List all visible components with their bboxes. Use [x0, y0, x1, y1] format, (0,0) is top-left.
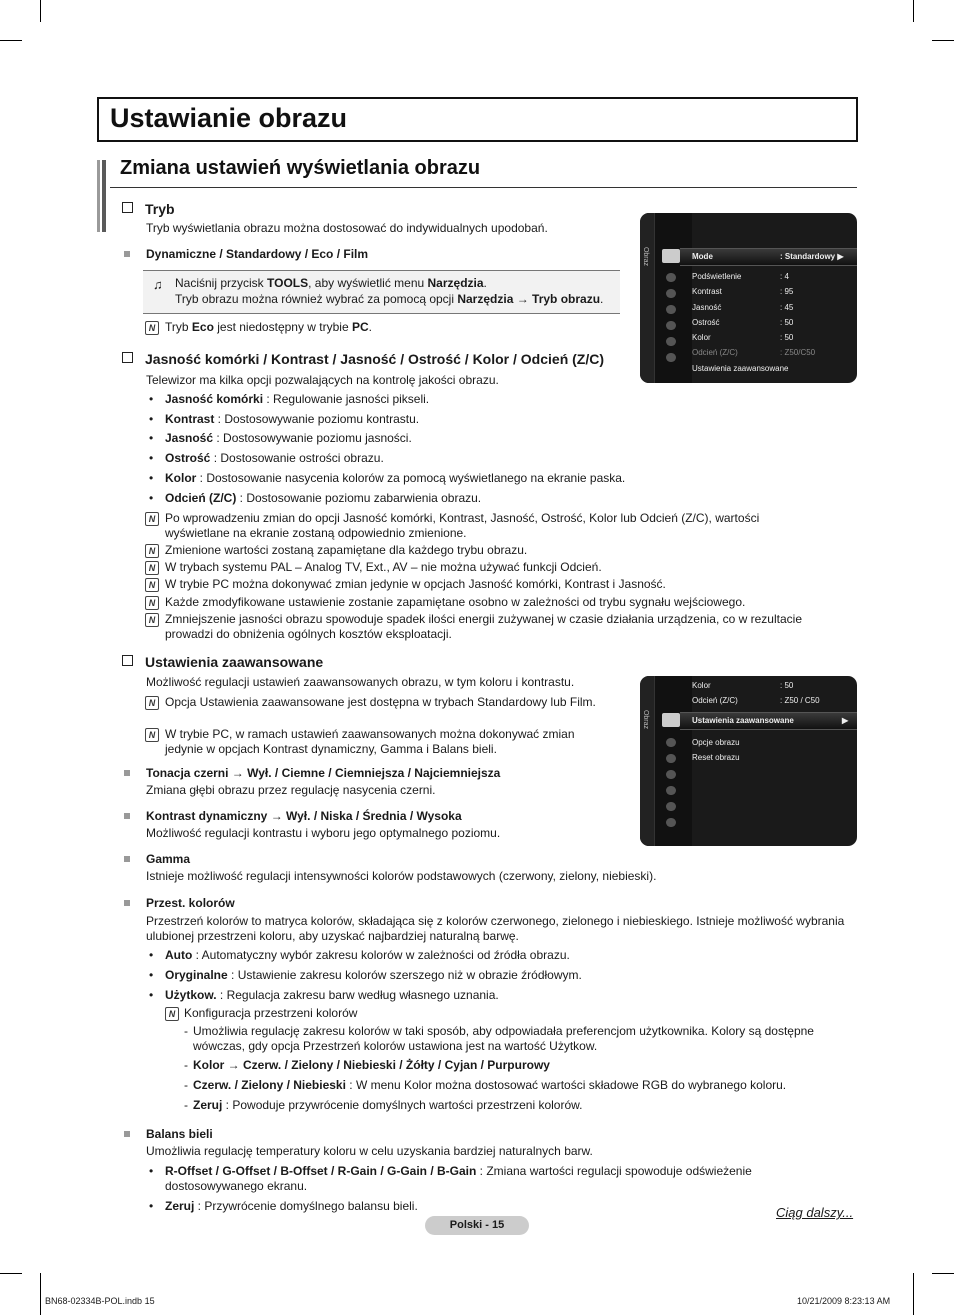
gamma-heading: Gamma: [146, 852, 191, 866]
input-icon: [666, 786, 676, 795]
note-icon: N: [145, 613, 159, 627]
note-icon: N: [145, 596, 159, 610]
channel-icon: [666, 754, 676, 763]
osd-row: Ustawienia zaawansowane: [692, 364, 789, 373]
bullet-item: Oryginalne : Ustawienie zakresu kolorów szerszego niż w obrazie źródłowym.: [165, 968, 582, 982]
bullet-icon: •: [149, 451, 154, 465]
square-bullet-icon: [124, 856, 130, 862]
osd-row: Ustawienia zaawansowane ▶: [692, 716, 849, 725]
tryb-heading: Tryb: [122, 201, 175, 217]
bullet-item: Ostrość : Dostosowanie ostrości obrazu.: [165, 451, 384, 465]
bullet-item: Jasność komórki : Regulowanie jasności pikseli.: [165, 392, 430, 406]
przest-heading: Przest. kolorów: [146, 896, 235, 910]
note-icon: N: [165, 1007, 179, 1021]
bullet-icon: •: [149, 1164, 154, 1178]
jasnosc-desc: Telewizor ma kilka opcji pozwalających na kontrolę jakości obrazu.: [146, 373, 499, 387]
crop-mark: [40, 1273, 41, 1315]
square-bullet-icon: [124, 813, 130, 819]
bullet-item: Auto : Automatyczny wybór zakresu kolorów w zależności od źródła obrazu.: [165, 948, 570, 962]
crop-mark: [932, 1273, 954, 1274]
checkbox-icon: [122, 352, 133, 363]
tryb-note: Tryb Eco jest niedostępny w trybie PC.: [165, 320, 372, 334]
osd-row: Odcień (Z/C) : Z50/C50: [692, 348, 816, 357]
bullet-icon: •: [149, 988, 154, 1002]
note-icon: N: [145, 728, 159, 742]
dash-text: wówczas, gdy opcja Przestrzeń kolorów ustawiona jest na wartość Użytkow.: [193, 1039, 598, 1053]
square-bullet-icon: [124, 900, 130, 906]
osd-row: Reset obrazu: [692, 753, 740, 762]
tonacja-heading: Tonacja czerni → Wył. / Ciemne / Ciemniejsza / Najciemniejsza: [146, 766, 501, 780]
square-bullet-icon: [124, 770, 130, 776]
osd-row: Ostrość : 50: [692, 318, 794, 327]
tools-line-1: Naciśnij przycisk TOOLS, aby wyświetlić menu Narzędzia.: [175, 276, 487, 290]
osd-row: Podświetlenie : 4: [692, 272, 789, 281]
przest-desc-1: Przestrzeń kolorów to matryca kolorów, składająca się z kolorów czerwonego, zielonego i niebieskiego. Istnieje możliwość wybrania: [146, 914, 845, 928]
dash-icon: -: [184, 1058, 188, 1072]
tryb-desc: Tryb wyświetlania obrazu można dostosować do indywidualnych upodobań.: [146, 221, 548, 235]
osd-row: Kolor : 50: [692, 333, 794, 342]
bullet-icon: •: [149, 1199, 154, 1213]
section-bar: [97, 160, 106, 232]
support-icon: [666, 818, 676, 827]
tools-line-2: Tryb obrazu można również wybrać za pomocą opcji Narzędzia → Tryb obrazu.: [175, 292, 604, 306]
crop-mark: [0, 40, 22, 41]
section-title: Zmiana ustawień wyświetlania obrazu: [120, 157, 481, 179]
checkbox-icon: [122, 655, 133, 666]
tools-box: [143, 270, 620, 314]
bullet-item: Odcień (Z/C) : Dostosowanie poziomu zabarwienia obrazu.: [165, 491, 482, 505]
osd-side-tab: Obraz: [640, 213, 655, 383]
sound-icon: [666, 273, 676, 282]
bullet-item: Zeruj : Przywrócenie domyślnego balansu bieli.: [165, 1199, 418, 1213]
osd-row: Mode : Standardowy ▶: [692, 252, 844, 261]
zaaw-desc: Możliwość regulacji ustawień zaawansowanych obrazu, w tym koloru i kontrastu.: [146, 675, 575, 689]
bullet-item: Kontrast : Dostosowywanie poziomu kontrastu.: [165, 412, 420, 426]
continued-link[interactable]: Ciąg dalszy...: [776, 1205, 854, 1220]
bullet-icon: •: [149, 412, 154, 426]
support-icon: [666, 353, 676, 362]
jasnosc-heading: Jasność komórki / Kontrast / Jasność / Ostrość / Kolor / Odcień (Z/C): [122, 351, 604, 367]
osd-row: Odcień (Z/C) : Z50 / C50: [692, 696, 820, 705]
note-text: Po wprowadzeniu zmian do opcji Jasność komórki, Kontrast, Jasność, Ostrość, Kolor lub Odcień (Z/C), wartości wyświetlane na ekranie zostaną odpowiednio zmienione.: [165, 511, 760, 540]
balans-desc: Umożliwia regulację temperatury koloru w celu uzyskania bardziej naturalnych barw.: [146, 1144, 593, 1158]
osd-menu-advanced: [640, 676, 857, 846]
osd-row: Kolor : 50: [692, 681, 794, 690]
note-icon: N: [145, 544, 159, 558]
bullet-item: Kolor : Dostosowanie nasycenia kolorów za pomocą wyświetlanego na ekranie paska.: [165, 471, 626, 485]
note-icon: N: [145, 561, 159, 575]
bullet-icon: •: [149, 948, 154, 962]
page-title: Ustawianie obrazu: [110, 103, 348, 133]
osd-menu-picture: [640, 213, 857, 383]
bullet-icon: •: [149, 968, 154, 982]
osd-row: Kontrast : 95: [692, 287, 794, 296]
tonacja-desc: Zmiana głębi obrazu przez regulację nasycenia czerni.: [146, 783, 436, 797]
note-text: W trybie PC, w ramach ustawień zaawansowanych można dokonywać zmian jedynie w opcjach Kontrast dynamiczny, Gamma i Balans bieli.: [165, 727, 575, 756]
sound-icon: [666, 738, 676, 747]
square-bullet-icon: [124, 1131, 130, 1137]
osd-row: Opcje obrazu: [692, 738, 740, 747]
note-text: Zmniejszenie jasności obrazu spowoduje spadek ilości energii zużywanej w czasie działania urządzenia, co w rezultacie prowadzi do obniżenia ogólnych kosztów eksploatacji.: [165, 612, 802, 641]
setup-icon: [666, 305, 676, 314]
bullet-item: R-Offset / G-Offset / B-Offset / R-Gain / G-Gain / B-Gain : Zmiana wartości regulacji spowoduje odświeżenie: [165, 1164, 752, 1178]
balans-heading: Balans bieli: [146, 1127, 213, 1141]
bullet-icon: •: [149, 491, 154, 505]
kontrast-desc: Możliwość regulacji kontrastu i wyboru jego optymalnego poziomu.: [146, 826, 501, 840]
osd-side-tab: Obraz: [640, 676, 655, 846]
note-text: Opcja Ustawienia zaawansowane jest dostępna w trybach Standardowy lub Film.: [165, 695, 596, 709]
tryb-modes: Dynamiczne / Standardowy / Eco / Film: [146, 247, 369, 261]
picture-icon: [662, 249, 680, 263]
crop-mark: [913, 1273, 914, 1315]
dash-icon: -: [184, 1098, 188, 1112]
file-info: BN68-02334B-POL.indb 15: [45, 1296, 155, 1306]
note-icon: N: [145, 321, 159, 335]
osd-row: Jasność : 45: [692, 303, 794, 312]
note-icon: N: [145, 696, 159, 710]
application-icon: [666, 337, 676, 346]
dash-text: Czerw. / Zielony / Niebieski : W menu Kolor można dostosować wartości składowe RGB do wybranego koloru.: [193, 1078, 787, 1092]
input-icon: [666, 321, 676, 330]
dash-text: Kolor → Czerw. / Zielony / Niebieski / Żółty / Cyjan / Purpurowy: [193, 1058, 550, 1072]
note-icon: N: [145, 578, 159, 592]
channel-icon: [666, 289, 676, 298]
bullet-icon: •: [149, 471, 154, 485]
remote-icon: ♫: [153, 277, 163, 292]
bullet-item-cont: dostosowywanego ekranu.: [165, 1179, 308, 1193]
bullet-icon: •: [149, 392, 154, 406]
crop-mark: [932, 40, 954, 41]
przest-desc-2: ulubionej przestrzeni koloru, aby uzyskać najbardziej naturalną barwę.: [146, 929, 519, 943]
setup-icon: [666, 770, 676, 779]
section-divider: [110, 187, 857, 188]
kontrast-heading: Kontrast dynamiczny → Wył. / Niska / Średnia / Wysoka: [146, 809, 462, 823]
note-icon: N: [145, 512, 159, 526]
square-bullet-icon: [124, 251, 130, 257]
dash-icon: -: [184, 1024, 188, 1038]
crop-mark: [40, 0, 41, 22]
note-text: W trybach systemu PAL – Analog TV, Ext., AV – nie można używać funkcji Odcień.: [165, 560, 602, 574]
zaaw-heading: Ustawienia zaawansowane: [122, 654, 323, 670]
checkbox-icon: [122, 202, 133, 213]
dash-text: Umożliwia regulację zakresu kolorów w taki sposób, aby odpowiadała preferencjom użytkownika. Kolory są dostępne: [193, 1024, 814, 1038]
picture-icon: [662, 713, 680, 727]
bullet-icon: •: [149, 431, 154, 445]
date-info: 10/21/2009 8:23:13 AM: [797, 1296, 891, 1306]
dash-icon: -: [184, 1078, 188, 1092]
dash-text: Zeruj : Powoduje przywrócenie domyślnych wartości przestrzeni kolorów.: [193, 1098, 583, 1112]
gamma-desc: Istnieje możliwość regulacji intensywności kolorów podstawowych (czerwony, zielony, niebieski).: [146, 869, 657, 883]
note-text: Zmienione wartości zostaną zapamiętane dla każdego trybu obrazu.: [165, 543, 528, 557]
application-icon: [666, 802, 676, 811]
crop-mark: [913, 0, 914, 22]
note-text: W trybie PC można dokonywać zmian jedynie w opcjach Jasność komórki, Kontrast i Jasność.: [165, 577, 666, 591]
page-number-badge: Polski - 15: [425, 1216, 529, 1235]
bullet-item: Użytkow. : Regulacja zakresu barw według własnego uznania.: [165, 988, 499, 1002]
crop-mark: [0, 1273, 22, 1274]
note-text: Każde zmodyfikowane ustawienie zostanie zapamiętane osobno w zależności od trybu sygnału wejściowego.: [165, 595, 746, 609]
bullet-item: Jasność : Dostosowywanie poziomu jasności.: [165, 431, 412, 445]
konf-text: Konfiguracja przestrzeni kolorów: [184, 1006, 358, 1020]
